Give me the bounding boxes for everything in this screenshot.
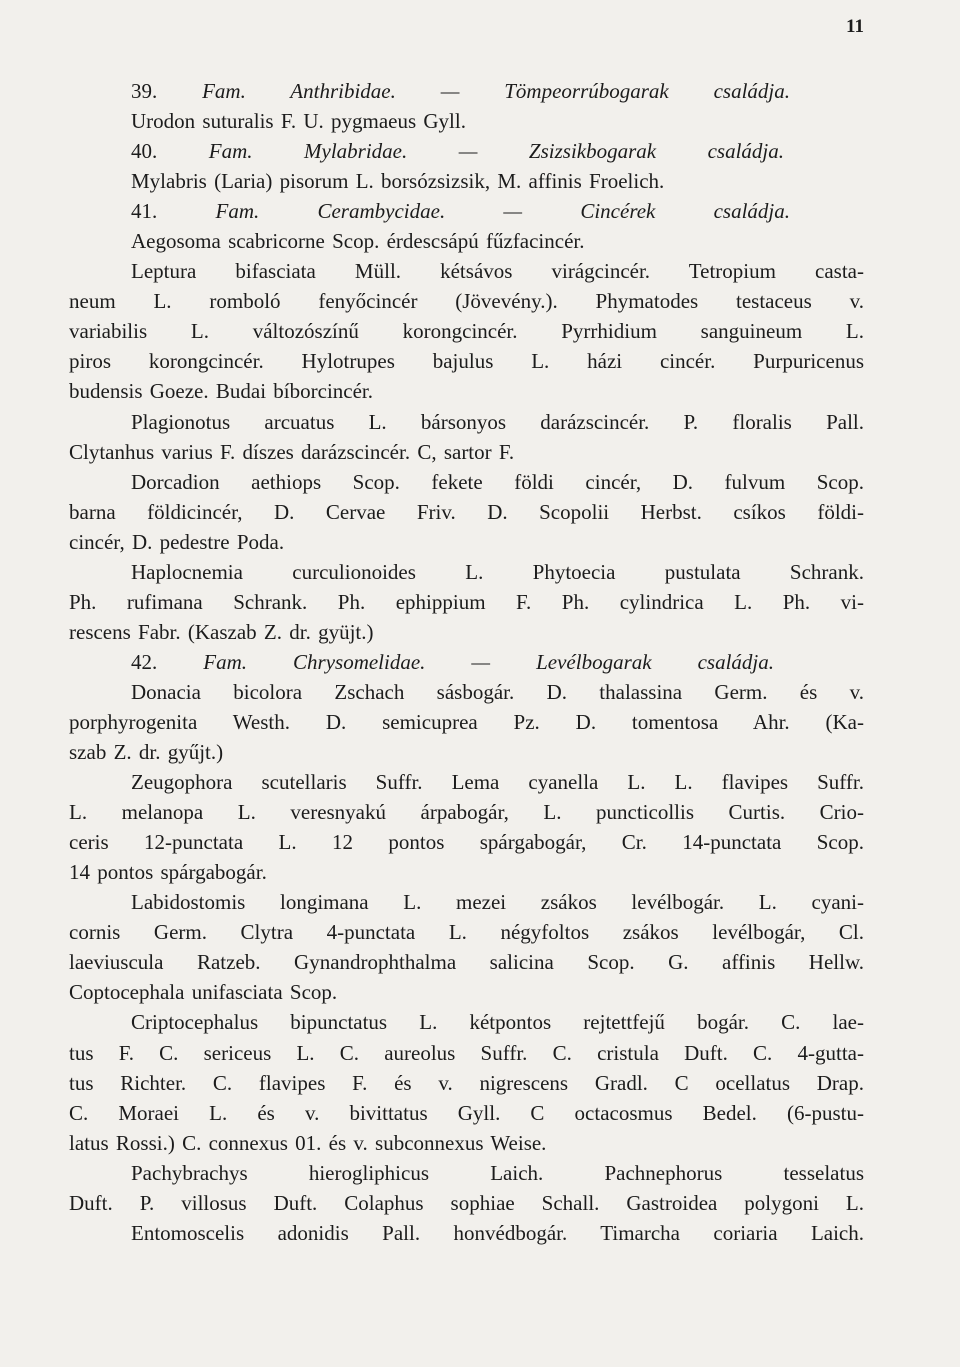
text-line: Duft. P. villosus Duft. Colaphus sophiae Schall. Gastroidea polygoni L.	[69, 1190, 864, 1215]
text-line: Ph. rufimana Schrank. Ph. ephippium F. Ph. cylindrica L. Ph. vi-	[69, 589, 864, 614]
family-title: Fam. Anthribidae. — Tömpeorrúbogarak családja.	[202, 79, 790, 103]
family-heading	[69, 136, 864, 166]
text-line: L. melanopa L. veresnyakú árpabogár, L. puncticollis Curtis. Crio-	[69, 800, 864, 825]
text-line: variabilis L. változószínű korongcincér. Pyrrhidium sanguineum L.	[69, 319, 864, 344]
family-heading	[69, 76, 864, 106]
text-line: barna földicincér, D. Cervae Friv. D. Scopolii Herbst. csíkos földi-	[69, 499, 864, 524]
text-line: 14 pontos spárgabogár.	[69, 860, 267, 885]
text-line: budensis Goeze. Budai bíborcincér.	[69, 379, 373, 404]
text-line: cornis Germ. Clytra 4-punctata L. négyfoltos zsákos levélbogár, Cl.	[69, 920, 864, 945]
family-title: Fam. Cerambycidae. — Cincérek családja.	[215, 199, 791, 224]
text-line: Entomoscelis adonidis Pall. honvédbogár. Timarcha coriaria Laich.	[131, 1220, 864, 1245]
text-line: Dorcadion aethiops Scop. fekete földi cincér, D. fulvum Scop.	[131, 469, 864, 494]
text-line: Urodon suturalis F. U. pygmaeus Gyll.	[131, 109, 466, 134]
text-line: Plagionotus arcuatus L. bársonyos darázscincér. P. floralis Pall.	[131, 409, 864, 434]
text-line: Criptocephalus bipunctatus L. kétpontos rejtettfejű bogár. C. lae-	[131, 1010, 864, 1035]
family-number: 40.	[131, 139, 209, 164]
text-line: Mylabris (Laria) pisorum L. borsózsizsik, M. affinis Froelich.	[131, 169, 665, 194]
family-number: 39.	[131, 79, 203, 103]
text-line: Clytanhus varius F. díszes darázscincér. C, sartor F.	[69, 439, 515, 464]
text-line: cincér, D. pedestre Poda.	[69, 529, 285, 554]
text-line: Pachybrachys hierogliphicus Laich. Pachnephorus tesselatus	[131, 1160, 864, 1185]
text-line: Aegosoma scabricorne Scop. érdescsápú fűzfacincér.	[131, 229, 585, 254]
text-line: tus Richter. C. flavipes F. és v. nigrescens Gradl. C ocellatus Drap.	[69, 1070, 864, 1095]
text-line: piros korongcincér. Hylotrupes bajulus L. házi cincér. Purpuricenus	[69, 349, 864, 374]
text-line: Donacia bicolora Zschach sásbogár. D. thalassina Germ. és v.	[131, 679, 864, 704]
text-line: Labidostomis longimana L. mezei zsákos levélbogár. L. cyani-	[131, 890, 864, 915]
text-line: neum L. romboló fenyőcincér (Jövevény.). Phymatodes testaceus v.	[69, 289, 864, 314]
text-line: Zeugophora scutellaris Suffr. Lema cyanella L. L. flavipes Suffr.	[131, 770, 864, 795]
text-line: rescens Fabr. (Kaszab Z. dr. gyüjt.)	[69, 619, 374, 644]
text-line: Coptocephala unifasciata Scop.	[69, 980, 338, 1005]
family-number: 42.	[131, 649, 204, 674]
family-heading	[69, 647, 864, 677]
text-line: Haplocnemia curculionoides L. Phytoecia pustulata Schrank.	[131, 559, 864, 584]
text-line: ceris 12-punctata L. 12 pontos spárgabogár, Cr. 14-punctata Scop.	[69, 830, 864, 855]
text-line: latus Rossi.) C. connexus 01. és v. subconnexus Weise.	[69, 1130, 547, 1155]
text-line: porphyrogenita Westh. D. semicuprea Pz. D. tomentosa Ahr. (Ka-	[69, 709, 864, 734]
family-number: 41.	[131, 199, 216, 224]
text-line: C. Moraei L. és v. bivittatus Gyll. C octacosmus Bedel. (6-pustu-	[69, 1100, 864, 1125]
page-number: 11	[846, 16, 864, 37]
text-line: tus F. C. sericeus L. C. aureolus Suffr. C. cristula Duft. C. 4-gutta-	[69, 1040, 864, 1065]
text-line: laeviuscula Ratzeb. Gynandrophthalma salicina Scop. G. affinis Hellw.	[69, 950, 864, 975]
document-body	[69, 76, 864, 1248]
text-line: szab Z. dr. gyűjt.)	[69, 740, 224, 765]
text-line: Leptura bifasciata Müll. kétsávos virágcincér. Tetropium casta-	[131, 259, 864, 284]
family-title: Fam. Chrysomelidae. — Levélbogarak családja.	[203, 649, 774, 674]
family-heading	[69, 196, 864, 226]
family-title: Fam. Mylabridae. — Zsizsikbogarak családja.	[208, 139, 785, 164]
